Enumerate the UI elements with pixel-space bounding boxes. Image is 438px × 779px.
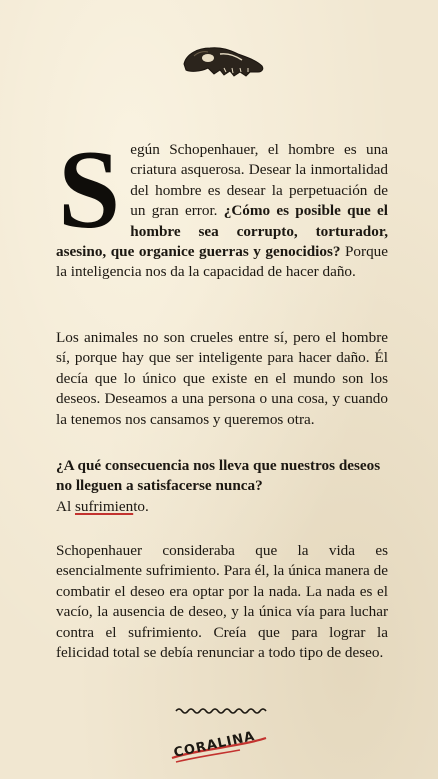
- intro-bold-question: ¿Cómo es posible que el hombre sea corrupto, torturador, asesino, que organice guerras y genocidios?: [56, 202, 389, 261]
- drop-cap: S: [58, 128, 121, 252]
- wavy-divider-icon: [174, 706, 268, 716]
- signature: [170, 728, 270, 766]
- intro-text-end: Porque la inteligencia nos da la capacidad de hacer daño.: [56, 243, 388, 281]
- paragraph-question: [56, 456, 388, 517]
- intro-text-start: egún Schopenhauer, el hombre es una criatura asquerosa. Desear la inmortalidad del hombre es desear la perpetuación de un gran error.: [130, 141, 388, 220]
- answer-suffix: to.: [133, 497, 149, 515]
- question-bold: ¿A qué consecuencia nos lleva que nuestros deseos no lleguen a satisfacerse nunca?: [56, 457, 381, 495]
- animal-skull-icon: [180, 42, 266, 82]
- answer-underlined: sufrimien: [74, 497, 134, 515]
- paragraph-intro: [56, 128, 389, 283]
- paragraph-animals: Los animales no son crueles entre sí, pero el hombre sí, porque hay que ser inteligente para hacer daño. Él decía que lo único que existe en el mundo son los deseos. Deseamos a una persona o una cosa, y cuando la tenemos nos cansamos y queremos otra.: [56, 329, 388, 428]
- signature-text: CORALINA: [172, 728, 257, 761]
- answer-prefix: Al: [56, 497, 75, 515]
- paragraph-conclusion: Schopenhauer consideraba que la vida es esencialmente sufrimiento. Para él, la única manera de combatir el deseo era optar por la nada. La nada es el vacío, la ausencia de deseo, y la única vía para luchar contra el sufrimiento. Creía que para lograr la felicidad total se debía renunciar a todo tipo de deseo.: [56, 542, 388, 662]
